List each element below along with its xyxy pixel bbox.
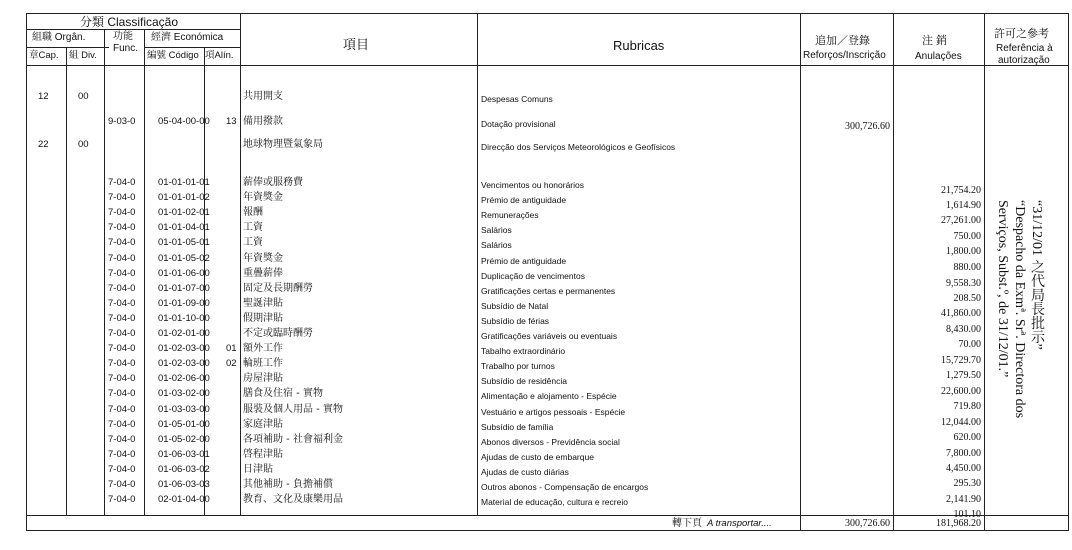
cell-item-cn: 年資獎金 — [243, 252, 283, 264]
cell-item-cn: 地球物理暨氣象局 — [243, 139, 323, 150]
table-row — [0, 90, 1072, 105]
cell-code: 01-06-03-03 — [158, 479, 210, 490]
cell-rubrica: Vencimentos ou honorários — [481, 180, 585, 190]
header-divider-3 — [144, 47, 241, 48]
header-item-cn: 項目 — [343, 38, 370, 53]
cell-rubrica: Tabalho extraordinário — [481, 346, 566, 357]
cell-item-cn: 備用撥款 — [243, 116, 283, 127]
header-cap: 章Cap. — [29, 50, 59, 61]
cell-item-cn: 工資 — [243, 222, 263, 234]
cell-rubrica: Subsídio de Natal — [481, 300, 549, 311]
cell-code: 01-05-01-00 — [158, 418, 210, 430]
header-anulacoes-cn: 注 銷 — [922, 35, 948, 47]
header-reforcos-cn: 追加／登錄 — [815, 35, 870, 47]
cell-code: 02-01-04-00 — [158, 494, 210, 506]
cell-func: 7-04-0 — [108, 433, 136, 445]
cell-div: 00 — [78, 139, 89, 150]
cell-code: 01-02-06-00 — [158, 373, 210, 385]
cell-anulacoes: 9,558.30 — [946, 278, 981, 289]
cell-cap: 22 — [38, 139, 49, 150]
footer-transport-pt: A transportar.... — [707, 518, 772, 529]
cell-rubrica: Abonos diversos - Previdência social — [481, 436, 620, 447]
cell-item-cn: 其他補助 - 負擔補償 — [243, 479, 333, 490]
cell-anulacoes: 880.00 — [953, 262, 981, 273]
footer-total-anulacoes: 181,968.20 — [936, 518, 981, 529]
table-row — [0, 387, 1072, 402]
table-row — [0, 115, 1072, 130]
cell-func: 7-04-0 — [108, 463, 136, 475]
header-div: 組 Div. — [69, 50, 97, 61]
header-funcional: 功能 — [113, 31, 133, 42]
cell-anulacoes: 15,729.70 — [941, 355, 981, 366]
table-row — [0, 418, 1072, 433]
cell-rubrica: Ajudas de custo diárias — [481, 466, 569, 477]
cell-reforcos: 300,726.60 — [845, 121, 890, 132]
cell-rubrica: Duplicação de vencimentos — [481, 270, 585, 281]
header-ref-pt-1: Referência à — [996, 43, 1053, 54]
authorization-line-3: Serviços, Subst.º, de 31/12/01.” — [995, 200, 1010, 378]
header-reforcos-pt: Reforços/Inscrição — [803, 50, 886, 61]
cell-item-cn: 服裝及個人用品 - 實物 — [243, 403, 343, 415]
cell-func: 7-04-0 — [108, 328, 136, 339]
cell-code: 01-06-03-01 — [158, 448, 210, 460]
cell-item-cn: 不定或臨時酬勞 — [243, 328, 313, 339]
cell-func: 7-04-0 — [108, 297, 136, 309]
cell-code: 01-01-09-00 — [158, 297, 210, 309]
cell-anulacoes: 2,141.90 — [946, 494, 981, 505]
cell-anulacoes: 8,430.00 — [946, 324, 981, 335]
cell-func: 7-04-0 — [108, 343, 136, 355]
cell-rubrica: Alimentação e alojamento - Espécie — [481, 391, 617, 402]
cell-func: 7-04-0 — [108, 192, 136, 204]
cell-item-cn: 共用開支 — [243, 91, 283, 102]
header-classificacao: 分類 Classificação — [80, 15, 179, 29]
cell-func: 7-04-0 — [108, 267, 136, 279]
cell-item-cn: 日津貼 — [243, 463, 273, 475]
cell-rubrica: Salários — [481, 240, 512, 251]
cell-div: 00 — [78, 91, 89, 102]
cell-anulacoes: 22,600.00 — [941, 386, 981, 397]
authorization-line-1: “31/12/01 之代局長批示” — [1029, 200, 1044, 350]
cell-alin: 13 — [226, 116, 237, 127]
cell-code: 05-04-00-00 — [158, 116, 210, 127]
cell-item-cn: 假期津貼 — [243, 312, 283, 324]
cell-item-cn: 輪班工作 — [243, 358, 283, 370]
cell-anulacoes: 1,800.00 — [946, 246, 981, 257]
cell-rubrica: Despesas Comuns — [481, 94, 553, 104]
table-row — [0, 478, 1072, 493]
cell-func: 7-04-0 — [108, 312, 136, 324]
cell-rubrica: Prémio de antiguidade — [481, 195, 567, 206]
cell-alin: 02 — [226, 358, 237, 370]
header-anulacoes-pt: Anulações — [915, 51, 962, 62]
header-organica: 組職 Orgân. — [32, 32, 86, 43]
cell-rubrica: Subsídio de férias — [481, 315, 550, 326]
cell-item-cn: 年資獎金 — [243, 192, 283, 204]
cell-code: 01-01-04-01 — [158, 222, 210, 234]
cell-rubrica: Trabalho por turnos — [481, 361, 555, 372]
header-alinea: 項Alín. — [205, 50, 234, 61]
cell-func: 7-04-0 — [108, 373, 136, 385]
header-ref-pt-2: autorização — [998, 55, 1050, 66]
cell-anulacoes: 1,279.50 — [946, 370, 981, 381]
cell-item-cn: 報酬 — [243, 207, 263, 219]
cell-func: 7-04-0 — [108, 358, 136, 370]
cell-func: 7-04-0 — [108, 418, 136, 430]
table-row — [0, 403, 1072, 418]
table-row — [0, 493, 1072, 508]
cell-code: 01-01-10-00 — [158, 312, 210, 324]
cell-item-cn: 膳食及住宿 - 實物 — [243, 388, 323, 400]
cell-anulacoes: 1,614.90 — [946, 200, 981, 211]
cell-func: 7-04-0 — [108, 282, 136, 294]
cell-code: 01-03-03-00 — [158, 403, 210, 415]
cell-code: 01-01-02-01 — [158, 207, 210, 219]
cell-rubrica: Subsídio de residência — [481, 376, 568, 387]
table-row — [0, 138, 1072, 153]
cell-rubrica: Gratificações variáveis ou eventuais — [481, 331, 618, 341]
cell-item-cn: 家庭津貼 — [243, 418, 283, 430]
cell-rubrica: Ajudas de custo de embarque — [481, 451, 594, 462]
table-row — [0, 357, 1072, 372]
footer-transport-cn: 轉下頁 — [672, 518, 702, 529]
cell-func: 7-04-0 — [108, 177, 136, 188]
cell-code: 01-02-01-00 — [158, 328, 210, 339]
table-row — [0, 448, 1072, 463]
cell-anulacoes: 101.10 — [953, 509, 981, 520]
cell-rubrica: Outros abonos - Compensação de encargos — [481, 482, 649, 492]
cell-rubrica: Vestuário e artigos pessoais - Espécie — [481, 406, 626, 417]
cell-func: 7-04-0 — [108, 207, 136, 219]
cell-anulacoes: 12,044.00 — [941, 417, 981, 428]
cell-rubrica: Prémio de antiguidade — [481, 255, 567, 266]
table-row — [0, 339, 1072, 357]
cell-code: 01-05-02-00 — [158, 433, 210, 445]
cell-func: 9-03-0 — [108, 116, 136, 127]
authorization-line-2: “Despacho da Exmª. Srª. Directora dos — [1012, 200, 1027, 419]
table-row — [0, 372, 1072, 387]
cell-item-cn: 房屋津貼 — [243, 373, 283, 385]
cell-code: 01-01-07-00 — [158, 282, 210, 294]
cell-anulacoes: 27,261.00 — [941, 215, 981, 226]
cell-item-cn: 額外工作 — [243, 343, 283, 355]
cell-anulacoes: 295.30 — [953, 478, 981, 489]
footer-bottom-border — [26, 530, 1069, 531]
cell-item-cn: 啓程津貼 — [243, 448, 283, 460]
cell-rubrica: Direcção dos Serviços Meteorológicos e Geofísicos — [481, 142, 676, 152]
cell-item-cn: 固定及長期酬勞 — [243, 282, 313, 294]
cell-code: 01-06-03-02 — [158, 463, 210, 475]
cell-code: 01-01-06-00 — [158, 267, 210, 279]
cell-func: 7-04-0 — [108, 222, 136, 234]
cell-item-cn: 薪俸或服務費 — [243, 177, 303, 188]
cell-func: 7-04-0 — [108, 252, 136, 264]
cell-code: 01-02-03-00 — [158, 358, 210, 370]
cell-anulacoes: 70.00 — [958, 339, 981, 350]
cell-code: 01-03-02-00 — [158, 388, 210, 400]
cell-func: 7-04-0 — [108, 494, 136, 506]
cell-code: 01-01-05-01 — [158, 237, 210, 249]
cell-rubrica: Material de educação, cultura e recreio — [481, 497, 628, 508]
cell-anulacoes: 21,754.20 — [941, 185, 981, 196]
cell-rubrica: Remunerações — [481, 210, 539, 221]
header-funcional-pt: Func. — [113, 43, 139, 54]
cell-func: 7-04-0 — [108, 448, 136, 460]
cell-anulacoes: 7,800.00 — [946, 448, 981, 459]
cell-anulacoes: 4,450.00 — [946, 463, 981, 474]
cell-item-cn: 工資 — [243, 237, 263, 249]
cell-code: 01-02-03-00 — [158, 343, 210, 355]
header-divider-2 — [26, 47, 109, 48]
cell-func: 7-04-0 — [108, 479, 136, 490]
header-divider-1 — [26, 29, 241, 30]
cell-func: 7-04-0 — [108, 237, 136, 249]
cell-anulacoes: 620.00 — [953, 432, 981, 443]
table-row — [0, 463, 1072, 478]
cell-anulacoes: 208.50 — [953, 293, 981, 304]
cell-item-cn: 教育、文化及康樂用品 — [243, 494, 343, 506]
cell-rubrica: Salários — [481, 225, 512, 236]
top-border — [26, 13, 1069, 14]
cell-anulacoes: 750.00 — [953, 231, 981, 242]
cell-item-cn: 聖誕津貼 — [243, 297, 283, 309]
cell-code: 01-01-05-02 — [158, 252, 210, 264]
table-row — [0, 433, 1072, 448]
cell-cap: 12 — [38, 91, 49, 102]
footer-total-reforcos: 300,726.60 — [845, 518, 890, 529]
cell-rubrica: Gratificações certas e permanentes — [481, 285, 616, 296]
header-economica: 經濟 Económica — [151, 32, 224, 43]
cell-item-cn: 重疊薪俸 — [243, 267, 283, 279]
authorization-note — [994, 200, 1045, 419]
cell-anulacoes: 41,860.00 — [941, 308, 981, 319]
header-codigo: 編號 Código — [147, 50, 199, 61]
cell-rubrica: Dotação provisional — [481, 119, 556, 129]
cell-func: 7-04-0 — [108, 403, 136, 415]
cell-alin: 01 — [226, 343, 237, 355]
cell-rubrica: Subsídio de família — [481, 421, 554, 432]
cell-item-cn: 各項補助 - 社會福利金 — [243, 433, 343, 445]
header-ref-cn: 許可之參考 — [994, 28, 1049, 40]
cell-code: 01-01-01-01 — [158, 177, 210, 188]
cell-anulacoes: 719.80 — [953, 401, 981, 412]
header-rubricas: Rubricas — [613, 38, 665, 53]
cell-func: 7-04-0 — [108, 388, 136, 400]
header-bottom-border — [26, 65, 1069, 66]
cell-code: 01-01-01-02 — [158, 192, 210, 204]
